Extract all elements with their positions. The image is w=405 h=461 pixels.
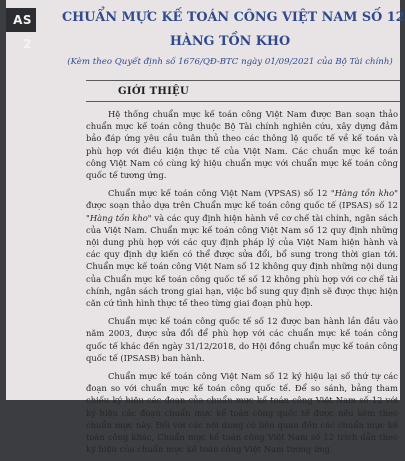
paragraph-2-standard-name-2: "Hàng tồn kho" [86,212,152,223]
paragraph-3: Chuẩn mực kế toán công quốc tế số 12 được ban hành lần đầu vào năm 2003, được sửa đổi để phù hợp với các chuẩn mực kế toán công quốc tế khác đến ngày 31/12/2018, do Hội đồng chuẩn mực kế toán công quốc tế (IPSASB) ban hành. [86,316,398,363]
side-tab: AS 2 [6,8,36,32]
paragraph-2-part-e: và các quy định hiện hành về cơ chế tài chính, ngân sách của Việt Nam. Chuẩn mực kế toán công Việt Nam số 12 quy định những nội dung phù hợp với các quy định pháp lý của Việt Nam hiện hành và các quy định dự kiến có thể được sửa đổi, bổ sung trong thời gian tới. Chuẩn mực kế toán công Việt Nam số 12 không quy định những nội dung của Chuẩn mực kế toán công quốc tế số 12 không phù hợp với cơ chế tài chính, ngân sách trong giai hạn, việc bổ sung quy định sẽ được thực hiện căn cứ tình hình thực tế theo từng giai đoạn phù hợp. [86,212,398,309]
paragraph-1: Hệ thống chuẩn mực kế toán công Việt Nam được Ban soạn thảo chuẩn mực kế toán công thuộc Bộ Tài chính nghiên cứu, xây dựng đảm bảo đáp ứng yêu cầu tuân thủ theo các thông lệ quốc tế về kế toán và phù hợp với điều kiện thực tế của Việt Nam. Các chuẩn mực kế toán công Việt Nam có cùng ký hiệu chuẩn mực với chuẩn mực kế toán công quốc tế tương ứng. [86,109,398,181]
paragraph-2-part-a: Chuẩn mực kế toán công Việt Nam (VPSAS) số 12 [108,188,331,199]
page-title: CHUẨN MỰC KẾ TOÁN CÔNG VIỆT NAM SỐ 12 [62,10,405,25]
paragraph-4: Chuẩn mực kế toán công Việt Nam số 12 ký hiệu lại số thứ tự các đoạn so với chuẩn mực kế toán công quốc tế. Để so sánh, bảng tham chiếu ký hiệu các đoạn của chuẩn mực kế toán công Việt Nam số 12 với ký hiệu các đoạn chuẩn mực kế toán công quốc tế được nêu kèm theo chuẩn mực này. Đối với các nội dung có liên quan đến các chuẩn mực kế toán công khác, Chuẩn mực kế toán công Việt Nam số 12 trích dẫn theo ký hiệu của chuẩn mực kế toán công Việt Nam tương ứng. [86,371,398,455]
page-subtitle: HÀNG TỒN KHO [169,34,291,49]
paragraph-2-part-c: được soạn thảo dựa trên Chuẩn mực kế toán công quốc tế (IPSAS) số 12 [86,200,398,211]
decree-note: (Kèm theo Quyết định số 1676/QĐ-BTC ngày 01/09/2021 của Bộ Tài chính) [67,57,393,67]
paragraph-2-standard-name-1: "Hàng tồn kho" [330,188,398,199]
book-page [6,0,405,455]
section-heading: GIỚI THIỆU [86,80,400,102]
paragraph-2 [86,187,398,309]
body-text [86,108,398,461]
